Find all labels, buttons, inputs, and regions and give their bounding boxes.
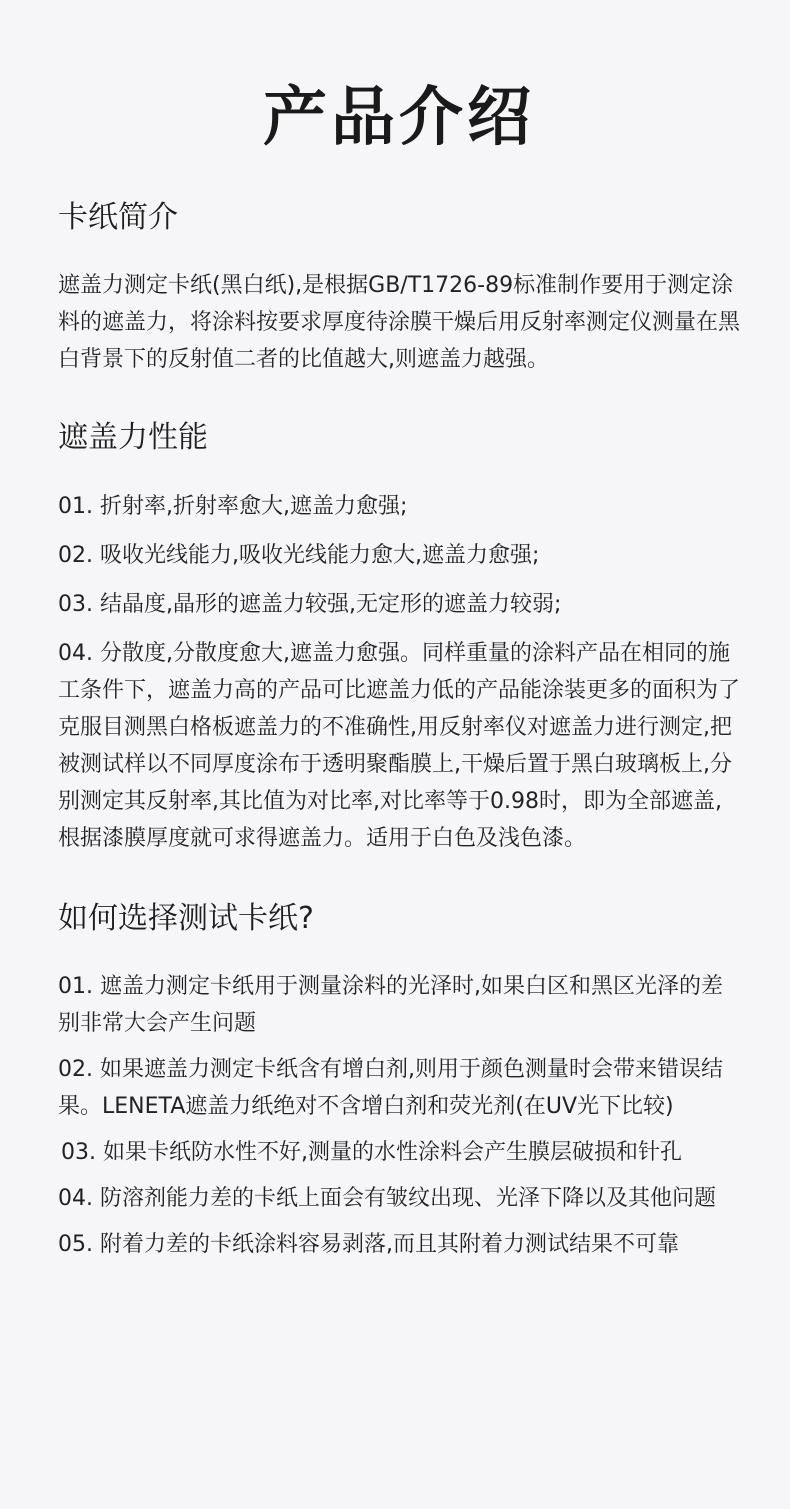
list-item: 02. 吸收光线能力,吸收光线能力愈大,遮盖力愈强; xyxy=(58,543,540,568)
section-heading-how-to-choose: 如何选择测试卡纸? xyxy=(58,901,314,936)
list-item: 03. 结晶度,晶形的遮盖力较强,无定形的遮盖力较弱; xyxy=(58,592,562,617)
list-item: 01. 遮盖力测定卡纸用于测量涂料的光泽时,如果白区和黑区光泽的差别非常大会产生问题 xyxy=(58,974,723,1036)
section-heading-card-intro: 卡纸简介 xyxy=(58,200,178,235)
list-item: 02. 如果遮盖力测定卡纸含有增白剂,则用于颜色测量时会带来错误结果。LENETA遮盖力纸绝对不含增白剂和荧光剂(在UV光下比较) xyxy=(58,1057,723,1119)
how-to-choose-list xyxy=(58,968,740,1263)
list-item: 04. 分散度,分散度愈大,遮盖力愈强。同样重量的涂料产品在相同的施工条件下，遮盖力高的产品可比遮盖力低的产品能涂装更多的面积为了克服目测黑白格板遮盖力的不准确性,用反射率仪对遮盖力进行测定,把被测试样以不同厚度涂布于透明聚酯膜上,干燥后置于黑白玻璃板上,分别测定其反射率,其比值为对比率,对比率等于0.98时，即为全部遮盖,根据漆膜厚度就可求得遮盖力。适用于白色及浅色漆。 xyxy=(58,641,741,851)
list-item: 04. 防溶剂能力差的卡纸上面会有皱纹出现、光泽下降以及其他问题 xyxy=(58,1186,716,1211)
list-item: 01. 折射率,折射率愈大,遮盖力愈强; xyxy=(58,494,408,519)
page-title: 产品介绍 xyxy=(263,81,535,155)
hiding-power-list xyxy=(58,488,740,857)
section-heading-hiding-power: 遮盖力性能 xyxy=(58,420,208,455)
intro-paragraph: 遮盖力测定卡纸(黑白纸),是根据GB/T1726-89标准制作要用于测定涂料的遮盖力，将涂料按要求厚度待涂膜干燥后用反射率测定仪测量在黑白背景下的反射值二者的比值越大,则遮盖力越强。 xyxy=(58,273,741,372)
list-item: 05. 附着力差的卡纸涂料容易剥落,而且其附着力测试结果不可靠 xyxy=(58,1232,679,1257)
list-item: 03. 如果卡纸防水性不好,测量的水性涂料会产生膜层破损和针孔 xyxy=(61,1140,682,1165)
